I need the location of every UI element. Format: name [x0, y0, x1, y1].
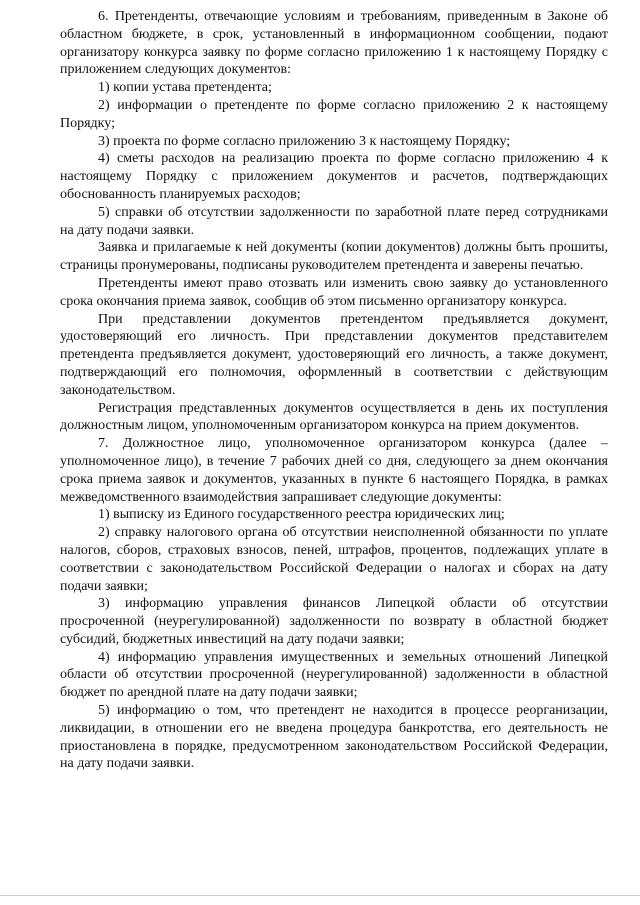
- paragraph-registration: Регистрация представленных документов осуществляется в день их поступления должностным лицом, уполномоченным организатором конкурса на прием документов.: [60, 400, 608, 434]
- list-item-cost-estimate: 4) сметы расходов на реализацию проекта по форме согласно приложению 4 к настоящему Порядку с приложением документов и расчетов, подтверждающих обоснованность планируемых расходов;: [60, 151, 608, 202]
- paragraph-identity: При представлении документов претендентом предъявляется документ, удостоверяющий его личность. При представлении документов представителем претендента предъявляется документ, удостоверяющий его личность, а также документ, подтверждающий его полномочия, оформленный в соответствии с действующим законодательством.: [60, 311, 608, 398]
- list-item-finance-info: 3) информацию управления финансов Липецкой области об отсутствии просроченной (неурегулированной) задолженности по возврату в областной бюджет субсидий, бюджетных инвестиций на дату подачи заявки;: [60, 596, 608, 647]
- list-item-salary-certificate: 5) справки об отсутствии задолженности по заработной плате перед сотрудниками на дату подачи заявки.: [60, 204, 608, 238]
- list-item-tax-certificate: 2) справку налогового органа об отсутствии неисполненной обязанности по уплате налогов, сборов, страховых взносов, пеней, штрафов, процентов, подлежащих уплате в соответствии с законодательством Российской Федерации о налогах и сборах на дату подачи заявки;: [60, 525, 608, 594]
- page-bottom-divider: [0, 895, 640, 896]
- list-item-property-info: 4) информацию управления имущественных и земельных отношений Липецкой области об отсутствии просроченной (неурегулированной) задолженности в областной бюджет по арендной плате на дату подачи заявки;: [60, 649, 608, 701]
- list-item-project: 3) проекта по форме согласно приложению 3 к настоящему Порядку;: [98, 133, 511, 149]
- paragraph-application-binding: Заявка и прилагаемые к ней документы (копии документов) должны быть прошиты, страницы пронумерованы, подписаны руководителем претендента и заверены печатью.: [60, 240, 608, 274]
- paragraph-6-intro: 6. Претенденты, отвечающие условиям и требованиям, приведенным в Законе об областном бюджете, в срок, установленный в информационном сообщении, подают организатору конкурса заявку по форме согласно приложению 1 к настоящему Порядку с приложением следующих документов:: [60, 9, 608, 78]
- document-page: [60, 8, 608, 773]
- paragraph-withdrawal: Претенденты имеют право отозвать или изменить свою заявку до установленного срока окончания приема заявок, сообщив об этом письменно организатору конкурса.: [60, 275, 608, 309]
- list-item-applicant-info: 2) информации о претенденте по форме согласно приложению 2 к настоящему Порядку;: [60, 97, 608, 131]
- list-item-charter: 1) копии устава претендента;: [98, 80, 272, 96]
- list-item-egrul: 1) выписку из Единого государственного реестра юридических лиц;: [98, 507, 505, 523]
- list-item-reorganization-info: 5) информацию о том, что претендент не находится в процессе реорганизации, ликвидации, в отношении его не введена процедура банкротства, его деятельность не приостановлена в порядке, предусмотренном законодательством Российской Федерации, на дату подачи заявки.: [60, 703, 608, 772]
- paragraph-7-intro: 7. Должностное лицо, уполномоченное организатором конкурса (далее – уполномоченное лицо), в течение 7 рабочих дней со дня, следующего за днем окончания срока приема заявок и документов, указанных в пункте 6 настоящего Порядка, в рамках межведомственного взаимодействия запрашивает следующие документы:: [60, 436, 608, 505]
